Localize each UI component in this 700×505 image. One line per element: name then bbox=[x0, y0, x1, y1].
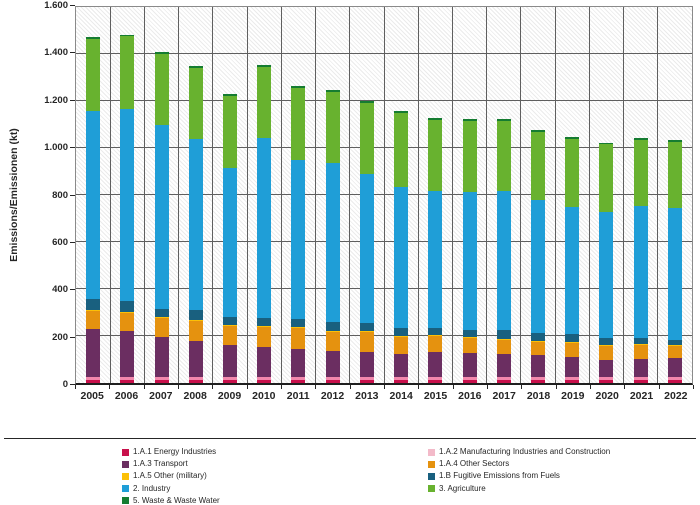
x-axis-label: 2015 bbox=[423, 390, 448, 402]
bar-segment bbox=[291, 88, 305, 160]
gridline-vertical bbox=[281, 7, 282, 383]
bar-segment bbox=[531, 341, 545, 355]
legend-item bbox=[428, 470, 610, 482]
bar-segment bbox=[634, 138, 648, 140]
bar-segment bbox=[428, 377, 442, 380]
x-axis-tick bbox=[624, 385, 625, 389]
bar-segment bbox=[257, 65, 271, 67]
bar-segment bbox=[463, 377, 477, 380]
bar-segment bbox=[326, 163, 340, 322]
legend-swatch bbox=[122, 461, 129, 468]
bar-segment bbox=[189, 66, 203, 68]
bar-segment bbox=[223, 326, 237, 345]
bar-segment bbox=[257, 138, 271, 318]
gridline-vertical bbox=[589, 7, 590, 383]
bar-segment bbox=[223, 317, 237, 326]
x-axis-label: 2020 bbox=[595, 390, 619, 402]
bar-segment bbox=[463, 380, 477, 383]
bar-segment bbox=[189, 320, 203, 340]
bar-segment bbox=[463, 121, 477, 192]
x-axis-label: 2022 bbox=[664, 390, 688, 402]
legend-label: 1.A.5 Other (military) bbox=[133, 471, 207, 481]
x-axis-tick bbox=[590, 385, 591, 389]
bar-segment bbox=[257, 377, 271, 380]
bar-segment bbox=[428, 328, 442, 336]
x-axis-label: 2019 bbox=[561, 390, 585, 402]
gridline-vertical bbox=[452, 7, 453, 383]
bar-segment bbox=[668, 358, 682, 377]
bar-segment bbox=[634, 338, 648, 344]
bar-segment bbox=[360, 174, 374, 323]
bar-segment bbox=[86, 311, 100, 329]
bar-segment bbox=[86, 329, 100, 377]
bar-segment bbox=[634, 380, 648, 383]
bar-segment bbox=[463, 119, 477, 121]
x-axis-label: 2011 bbox=[286, 390, 310, 402]
x-axis-label: 2009 bbox=[217, 390, 242, 402]
legend-item bbox=[122, 458, 220, 470]
bar-segment bbox=[155, 318, 169, 337]
bar-segment bbox=[155, 309, 169, 318]
legend-label: 1.A.1 Energy Industries bbox=[133, 447, 217, 457]
x-axis-tick bbox=[418, 385, 419, 389]
bar-segment bbox=[326, 322, 340, 331]
bar-segment bbox=[360, 323, 374, 331]
y-axis-label: 1.200 bbox=[44, 94, 68, 106]
bar-segment bbox=[291, 86, 305, 88]
bar-segment bbox=[394, 354, 408, 377]
x-axis-label: 2008 bbox=[183, 390, 207, 402]
bar-segment bbox=[634, 359, 648, 377]
legend-item bbox=[428, 446, 610, 458]
bar-segment bbox=[668, 345, 682, 358]
y-axis-label: 1.400 bbox=[44, 47, 68, 59]
bar-segment bbox=[223, 380, 237, 383]
legend-swatch bbox=[122, 497, 129, 504]
bar-segment bbox=[634, 344, 648, 358]
x-axis-label: 2006 bbox=[114, 390, 139, 402]
bar-segment bbox=[155, 380, 169, 383]
x-axis-label: 2021 bbox=[629, 390, 654, 402]
bar-segment bbox=[394, 111, 408, 113]
gridline-vertical bbox=[349, 7, 350, 383]
bar-segment bbox=[86, 299, 100, 310]
bar-segment bbox=[531, 333, 545, 340]
bar-segment bbox=[189, 377, 203, 380]
bar-segment bbox=[120, 313, 134, 331]
bar-segment bbox=[291, 160, 305, 319]
x-axis-tick bbox=[315, 385, 316, 389]
bar-segment bbox=[394, 380, 408, 383]
bar-segment bbox=[599, 360, 613, 377]
x-axis-label: 2007 bbox=[149, 390, 173, 402]
bar-segment bbox=[394, 377, 408, 380]
bar-segment bbox=[497, 354, 511, 377]
plot-area bbox=[75, 6, 693, 385]
bar-segment bbox=[531, 355, 545, 377]
bar-segment bbox=[668, 208, 682, 339]
legend-column-left bbox=[122, 446, 220, 505]
y-axis-title: Emissions/Emissionen (kt) bbox=[8, 128, 20, 262]
bar-segment bbox=[394, 328, 408, 335]
x-axis-tick bbox=[247, 385, 248, 389]
gridline-vertical bbox=[418, 7, 419, 383]
bar-segment bbox=[86, 377, 100, 380]
bar-segment bbox=[599, 212, 613, 338]
bar-segment bbox=[531, 377, 545, 380]
bar-segment bbox=[120, 301, 134, 312]
bar-segment bbox=[86, 39, 100, 111]
bar-segment bbox=[326, 92, 340, 163]
bar-segment bbox=[565, 357, 579, 377]
legend-swatch bbox=[428, 461, 435, 468]
x-axis-label: 2012 bbox=[320, 390, 345, 402]
bar-segment bbox=[326, 331, 340, 351]
separator-line bbox=[4, 438, 696, 439]
y-axis-label: 1.600 bbox=[44, 0, 68, 11]
bar-segment bbox=[86, 380, 100, 383]
bar-segment bbox=[155, 54, 169, 125]
legend-label: 1.A.2 Manufacturing Industries and Construction bbox=[439, 447, 611, 457]
bar-segment bbox=[291, 328, 305, 349]
y-axis-tick-labels bbox=[0, 0, 68, 390]
gridline-vertical bbox=[486, 7, 487, 383]
legend-label: 1.B Fugitive Emissions from Fuels bbox=[439, 471, 560, 481]
bar-segment bbox=[463, 192, 477, 330]
bar-segment bbox=[634, 140, 648, 206]
bar-segment bbox=[497, 330, 511, 338]
x-axis-tick bbox=[212, 385, 213, 389]
bar-segment bbox=[223, 377, 237, 380]
gridline-vertical bbox=[247, 7, 248, 383]
x-axis-tick-labels bbox=[75, 390, 693, 404]
bar-segment bbox=[326, 351, 340, 377]
y-axis-label: 1.000 bbox=[44, 142, 68, 154]
gridline-vertical bbox=[384, 7, 385, 383]
bar-segment bbox=[120, 36, 134, 108]
bar-segment bbox=[360, 352, 374, 377]
bar-segment bbox=[189, 341, 203, 377]
bar-segment bbox=[360, 101, 374, 103]
bar-segment bbox=[599, 143, 613, 145]
legend-item bbox=[428, 458, 610, 470]
legend-label: 2. Industry bbox=[133, 483, 171, 493]
bar-segment bbox=[497, 380, 511, 383]
bar-segment bbox=[257, 67, 271, 138]
bar-segment bbox=[668, 142, 682, 208]
x-axis-tick bbox=[487, 385, 488, 389]
bar-segment bbox=[257, 347, 271, 377]
legend-label: 5. Waste & Waste Water bbox=[133, 495, 220, 505]
bar-segment bbox=[223, 94, 237, 96]
gridline-vertical bbox=[144, 7, 145, 383]
legend-swatch bbox=[122, 473, 129, 480]
bar-segment bbox=[86, 111, 100, 299]
gridline-vertical bbox=[623, 7, 624, 383]
gridline-vertical bbox=[657, 7, 658, 383]
bar-segment bbox=[599, 144, 613, 211]
bar-segment bbox=[428, 336, 442, 353]
bar-segment bbox=[394, 113, 408, 187]
legend-column-right bbox=[428, 446, 610, 495]
bar-segment bbox=[497, 377, 511, 380]
x-axis-tick bbox=[453, 385, 454, 389]
bar-segment bbox=[668, 380, 682, 383]
x-axis-tick bbox=[281, 385, 282, 389]
y-axis-label: 800 bbox=[52, 189, 68, 201]
bar-segment bbox=[463, 353, 477, 377]
bar-segment bbox=[326, 377, 340, 380]
bar-segment bbox=[428, 352, 442, 376]
y-axis-label: 400 bbox=[52, 284, 68, 296]
bar-segment bbox=[291, 349, 305, 377]
x-axis-tick bbox=[350, 385, 351, 389]
legend-swatch bbox=[122, 449, 129, 456]
bar-segment bbox=[668, 340, 682, 345]
y-axis-label: 0 bbox=[62, 379, 68, 390]
legend-swatch bbox=[428, 449, 435, 456]
bar-segment bbox=[531, 200, 545, 333]
x-axis-tick bbox=[178, 385, 179, 389]
legend-label: 1.A.3 Transport bbox=[133, 459, 188, 469]
x-axis-label: 2014 bbox=[389, 390, 413, 402]
bar-segment bbox=[257, 380, 271, 383]
bar-segment bbox=[531, 132, 545, 201]
bar-segment bbox=[497, 119, 511, 121]
x-axis-label: 2017 bbox=[492, 390, 516, 402]
bar-segment bbox=[120, 109, 134, 301]
gridline-vertical bbox=[110, 7, 111, 383]
bar-segment bbox=[360, 380, 374, 383]
bar-segment bbox=[634, 206, 648, 338]
bar-segment bbox=[326, 90, 340, 92]
x-axis-tick bbox=[521, 385, 522, 389]
bar-segment bbox=[531, 380, 545, 383]
bar-segment bbox=[360, 332, 374, 352]
legend-item bbox=[122, 495, 220, 505]
bar-segment bbox=[223, 168, 237, 316]
bar-segment bbox=[120, 380, 134, 383]
bar-segment bbox=[360, 103, 374, 174]
bar-segment bbox=[223, 96, 237, 168]
bar-segment bbox=[326, 380, 340, 383]
bar-segment bbox=[599, 380, 613, 383]
bar-segment bbox=[463, 330, 477, 337]
bar-segment bbox=[120, 35, 134, 37]
bar-segment bbox=[257, 318, 271, 326]
bar-segment bbox=[155, 125, 169, 309]
bar-segment bbox=[189, 310, 203, 319]
bar-segment bbox=[394, 336, 408, 354]
bar-segment bbox=[257, 327, 271, 348]
bar-segment bbox=[155, 377, 169, 380]
bar-segment bbox=[155, 52, 169, 54]
y-axis-label: 200 bbox=[52, 331, 68, 343]
bar-segment bbox=[428, 118, 442, 120]
bar-segment bbox=[565, 207, 579, 334]
bar-segment bbox=[463, 338, 477, 353]
bar-segment bbox=[497, 121, 511, 191]
bar-segment bbox=[428, 380, 442, 383]
bar-segment bbox=[565, 380, 579, 383]
bar-segment bbox=[634, 377, 648, 380]
legend-item bbox=[122, 483, 220, 495]
bar-segment bbox=[565, 343, 579, 357]
bar-segment bbox=[394, 187, 408, 328]
bar-segment bbox=[86, 37, 100, 39]
bar-segment bbox=[291, 319, 305, 327]
bar-segment bbox=[565, 377, 579, 380]
gridline-vertical bbox=[212, 7, 213, 383]
legend-swatch bbox=[122, 485, 129, 492]
x-axis-label: 2013 bbox=[355, 390, 379, 402]
x-axis-label: 2010 bbox=[252, 390, 276, 402]
bar-segment bbox=[189, 139, 203, 310]
x-axis-label: 2016 bbox=[458, 390, 482, 402]
x-axis-tick bbox=[109, 385, 110, 389]
bar-segment bbox=[668, 377, 682, 380]
gridline-vertical bbox=[178, 7, 179, 383]
x-axis-label: 2005 bbox=[80, 390, 104, 402]
bar-segment bbox=[120, 331, 134, 377]
x-axis-tick bbox=[384, 385, 385, 389]
bar-segment bbox=[531, 130, 545, 132]
legend-item bbox=[122, 446, 220, 458]
x-axis-tick bbox=[693, 385, 694, 389]
y-axis-label: 600 bbox=[52, 236, 68, 248]
gridline-vertical bbox=[555, 7, 556, 383]
bar-segment bbox=[428, 191, 442, 328]
x-axis-tick bbox=[75, 385, 76, 389]
legend-label: 3. Agriculture bbox=[439, 483, 486, 493]
bar-segment bbox=[223, 345, 237, 377]
bar-segment bbox=[565, 334, 579, 342]
bar-segment bbox=[189, 68, 203, 139]
gridline-vertical bbox=[315, 7, 316, 383]
bar-segment bbox=[189, 380, 203, 383]
gridline-vertical bbox=[520, 7, 521, 383]
bar-segment bbox=[565, 139, 579, 208]
bar-segment bbox=[599, 345, 613, 359]
bar-segment bbox=[565, 137, 579, 139]
legend-item bbox=[122, 470, 220, 482]
x-axis-tick bbox=[556, 385, 557, 389]
bar-segment bbox=[497, 339, 511, 354]
legend-swatch bbox=[428, 473, 435, 480]
bar-segment bbox=[428, 120, 442, 191]
x-axis-label: 2018 bbox=[526, 390, 551, 402]
bar-segment bbox=[599, 338, 613, 345]
bar-segment bbox=[120, 377, 134, 380]
x-axis-tick bbox=[659, 385, 660, 389]
bar-segment bbox=[155, 337, 169, 377]
legend-item bbox=[428, 483, 610, 495]
bar-segment bbox=[668, 140, 682, 142]
bar-segment bbox=[599, 377, 613, 380]
legend-label: 1.A.4 Other Sectors bbox=[439, 459, 510, 469]
bar-segment bbox=[497, 191, 511, 330]
bar-segment bbox=[291, 380, 305, 383]
bar-segment bbox=[291, 377, 305, 380]
bar-segment bbox=[360, 377, 374, 380]
legend-swatch bbox=[428, 485, 435, 492]
x-axis-tick bbox=[144, 385, 145, 389]
